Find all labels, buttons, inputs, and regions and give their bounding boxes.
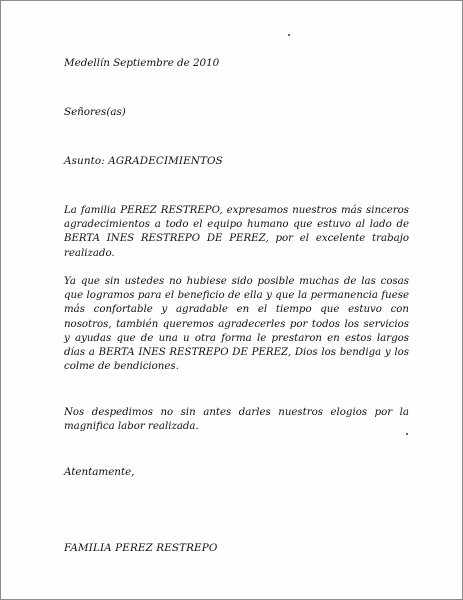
signature: FAMILIA PEREZ RESTREPO [64,542,218,554]
subject-line: Asunto: AGRADECIMIENTOS [64,155,223,167]
paragraph-text: , expresamos nuestros más sinceros agradecimientos a todo el equipo humano que estuvo al lado de [64,205,410,231]
paragraph-farewell: Nos despedimos no sin antes darles nuestros elogios por la magnifica labor realizada. [64,407,409,433]
family-name: PEREZ RESTREPO [120,205,220,216]
paragraph-text: La familia [64,205,121,216]
date-line: Medellín Septiembre de 2010 [64,57,220,69]
patient-name: BERTA INES RESTREPO DE PEREZ [64,233,266,245]
patient-name: BERTA INES RESTREPO DE PEREZ [98,347,288,359]
salutation: Señores(as) [64,106,126,118]
paragraph-thanks [64,204,409,261]
paragraph-text: , Dios los bendiga y los colme de bendiciones. [64,347,409,373]
scan-speck [288,34,290,36]
paragraph-text: Ya que sin ustedes no hubiese sido posible muchas de las cosas que logramos para el beneficio de ella y que la permanencia fuese más confortable y agradable en el tiempo que estuvo con nosotros, también queremos agradecerles por todos los servicios y ayudas que de una u otra forma le prestaron en estos largos días a [64,276,409,359]
closing: Atentamente, [64,466,135,478]
paragraph-gratitude [64,275,409,374]
paragraph-text: , por el excelente trabajo realizado. [64,233,409,259]
